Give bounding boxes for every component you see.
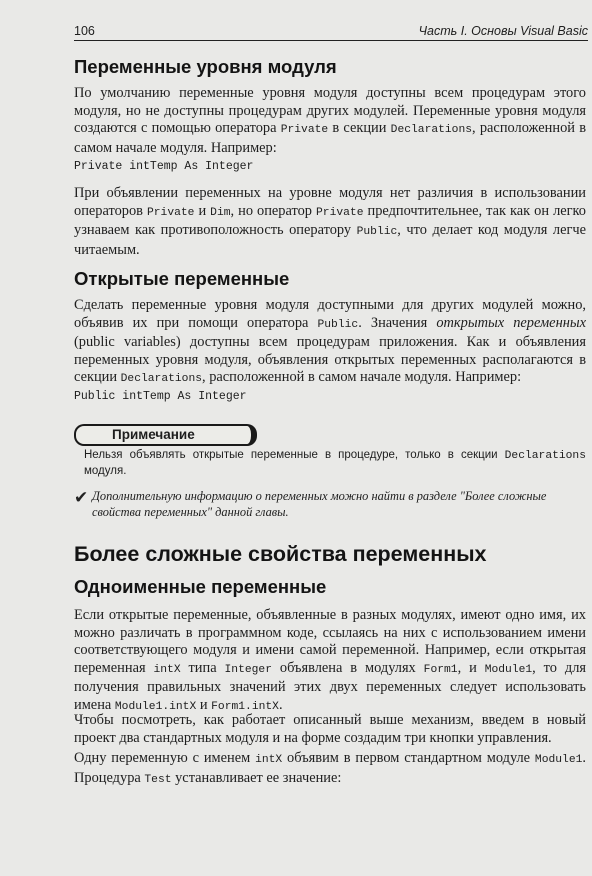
inline-code: Declarations — [120, 373, 203, 385]
text: и — [194, 202, 211, 219]
heading-advanced-properties: Более сложные свойства переменных — [74, 542, 487, 566]
checkmark-icon: ✔ — [74, 488, 89, 507]
paragraph-samename-1 — [74, 607, 586, 716]
text: По умолчанию переменные уровня модуля доступны всем процедурам этого модуля, но не доступны процедурам других модулей. Переменные уровня модуля создаются с помощью оператора — [74, 85, 586, 136]
text: в секции — [328, 120, 391, 136]
inline-code: Integer — [224, 663, 272, 676]
heading-module-variables: Переменные уровня модуля — [74, 56, 337, 77]
inline-code: Private — [316, 206, 364, 219]
text: , но оператор — [230, 202, 317, 219]
text: объявим в первом стандартном модуле — [282, 750, 535, 766]
inline-code: Module1 — [484, 663, 533, 676]
inline-code: Form1.intX — [211, 700, 279, 713]
paragraph-samename-2: Чтобы посмотреть, как работает описанный выше механизм, введем в новый проект два стандартных модуля и на форме создадим три кнопки управления. — [74, 712, 586, 746]
text: , что делает код модуля легче читаемым. — [74, 222, 586, 258]
inline-code: Module1 — [534, 754, 583, 766]
heading-public-variables: Открытые переменные — [74, 268, 290, 289]
text: . — [278, 696, 283, 713]
code-public-declaration: Public intTemp As Integer — [74, 390, 247, 403]
text: , то для получения правильных значений этих двух переменных следует использовать имена — [74, 659, 587, 713]
emphasis: открытых переменных — [436, 314, 586, 331]
inline-code: Declarations — [390, 124, 473, 136]
tip-text: Дополнительную информацию о переменных можно найти в разделе "Более сложные свойства переменных" данной главы. — [92, 489, 547, 519]
inline-code: Module1.intX — [114, 700, 197, 713]
note-text — [84, 448, 586, 479]
inline-code: Form1 — [423, 663, 458, 676]
inline-code: Public — [317, 318, 359, 331]
text: Нельзя объявлять открытые переменные в процедуре, только в секции — [84, 449, 505, 461]
text: Если открытые переменные, объявленные в разных модулях, имеют одно имя, их можно различать в программном коде, ссылаясь на них с использованием имени соответствующего модуля и имени самой переменной. Например, если открытая переменная — [74, 607, 586, 676]
inline-code: Dim — [210, 206, 231, 219]
text: . Процедура — [74, 750, 586, 786]
paragraph-module-2 — [74, 185, 586, 259]
text: объявлена в модулях — [271, 659, 424, 676]
text: типа — [180, 659, 225, 676]
note-tab — [74, 424, 257, 446]
inline-code: intX — [255, 754, 283, 766]
inline-code: Declarations — [504, 450, 586, 462]
paragraph-public-1 — [74, 297, 586, 389]
text: , расположенной в самом начале модуля. Например: — [74, 120, 586, 156]
code-private-declaration: Private intTemp As Integer — [74, 160, 254, 173]
text: , и — [457, 659, 485, 676]
paragraph-module-1 — [74, 85, 586, 157]
text: и — [196, 696, 212, 713]
text: При объявлении переменных на уровне модуля нет различия в использовании операторов — [74, 185, 586, 219]
text: предпочтительнее, так как он легко узнаваем как противоположность оператору — [74, 202, 586, 238]
text: . Значения — [358, 314, 437, 331]
text: , расположенной в самом начале модуля. Например: — [202, 369, 522, 385]
inline-code: Private — [146, 206, 195, 219]
page-header — [74, 24, 588, 41]
inline-code: Private — [280, 124, 329, 136]
heading-same-name-variables: Одноименные переменные — [74, 576, 327, 597]
text: модуля. — [84, 465, 127, 477]
text: Одну переменную с именем — [74, 750, 256, 766]
text: Сделать переменные уровня модуля доступными для других модулей можно, объявив их при помощи оператора — [74, 297, 586, 331]
text: устанавливает ее значение: — [171, 769, 342, 786]
paragraph-samename-3 — [74, 750, 586, 789]
note-label: Примечание — [112, 427, 195, 442]
inline-code: intX — [153, 663, 181, 676]
running-title: Часть I. Основы Visual Basic — [418, 24, 588, 38]
page-number: 106 — [74, 24, 95, 38]
inline-code: Public — [356, 226, 398, 238]
inline-code: Test — [144, 773, 172, 786]
text: (public variables) доступны всем процедурам приложения. Как и объявления переменных уровня модуля, объявления открытых переменных располагаются в секции — [74, 334, 586, 385]
